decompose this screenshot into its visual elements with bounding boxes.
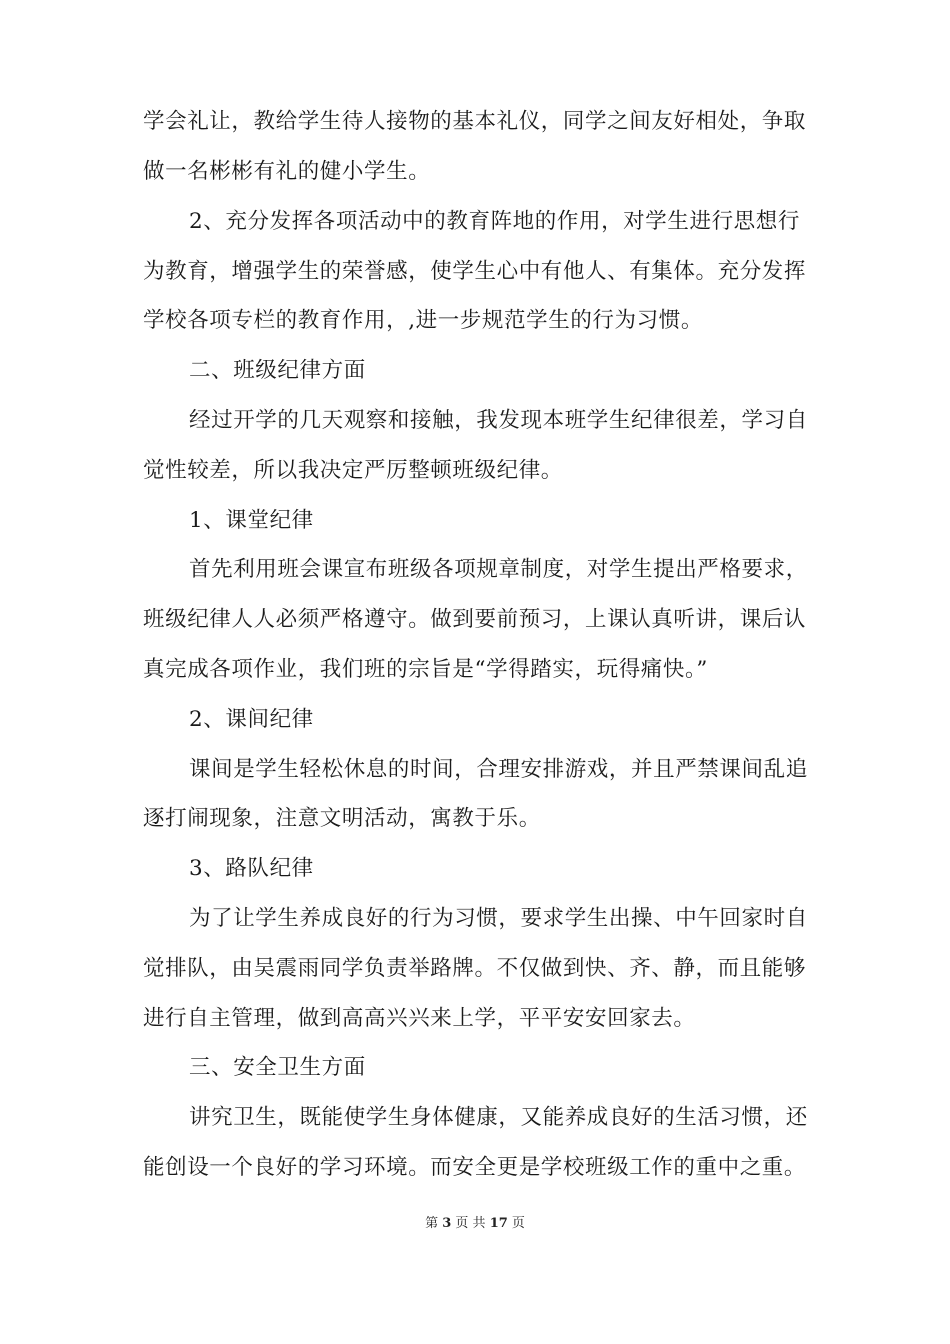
text-line: 首先利用班会课宣布班级各项规章制度，对学生提出严格要求， (189, 557, 808, 582)
footer-suffix: 页 (511, 1216, 525, 1231)
footer-middle: 页 共 (455, 1216, 486, 1231)
section-heading: 二、班级纪律方面 (189, 358, 366, 383)
section-heading: 三、安全卫生方面 (189, 1055, 366, 1080)
text-line: 做一名彬彬有礼的健小学生。 (143, 159, 431, 184)
text-line: 觉性较差，所以我决定严厉整顿班级纪律。 (143, 458, 563, 483)
subsection-heading: 3、路队纪律 (189, 856, 314, 881)
text-line: 觉排队，由吴震雨同学负责举路牌。不仅做到快、齐、静，而且能够 (143, 956, 807, 981)
text-line: 为了让学生养成良好的行为习惯，要求学生出操、中午回家时自 (189, 906, 808, 931)
subsection-heading: 1、课堂纪律 (189, 508, 314, 533)
page-footer (0, 1215, 950, 1233)
text-line: 2、充分发挥各项活动中的教育阵地的作用，对学生进行思想行 (189, 209, 800, 234)
footer-prefix: 第 (425, 1216, 439, 1231)
text-line: 能创设一个良好的学习环境。而安全更是学校班级工作的重中之重。 (143, 1155, 807, 1180)
text-line: 真完成各项作业，我们班的宗旨是“学得踏实，玩得痛快。” (143, 657, 708, 682)
text-line: 逐打闹现象，注意文明活动，寓教于乐。 (143, 806, 541, 831)
text-line: 课间是学生轻松休息的时间，合理安排游戏，并且严禁课间乱追 (189, 757, 808, 782)
text-line: 进行自主管理，做到高高兴兴来上学，平平安安回家去。 (143, 1006, 696, 1031)
subsection-heading: 2、课间纪律 (189, 707, 314, 732)
text-line: 学会礼让，教给学生待人接物的基本礼仪，同学之间友好相处，争取 (143, 109, 807, 134)
text-line: 经过开学的几天观察和接触，我发现本班学生纪律很差，学习自 (189, 408, 808, 433)
footer-total-pages: 17 (489, 1216, 508, 1231)
footer-page-number: 3 (442, 1216, 452, 1231)
text-line: 讲究卫生，既能使学生身体健康，又能养成良好的生活习惯，还 (189, 1105, 808, 1130)
text-line: 学校各项专栏的教育作用，,进一步规范学生的行为习惯。 (143, 308, 703, 333)
text-line: 为教育，增强学生的荣誉感，使学生心中有他人、有集体。充分发挥 (143, 259, 807, 284)
text-line: 班级纪律人人必须严格遵守。做到要前预习，上课认真听讲，课后认 (143, 607, 807, 632)
